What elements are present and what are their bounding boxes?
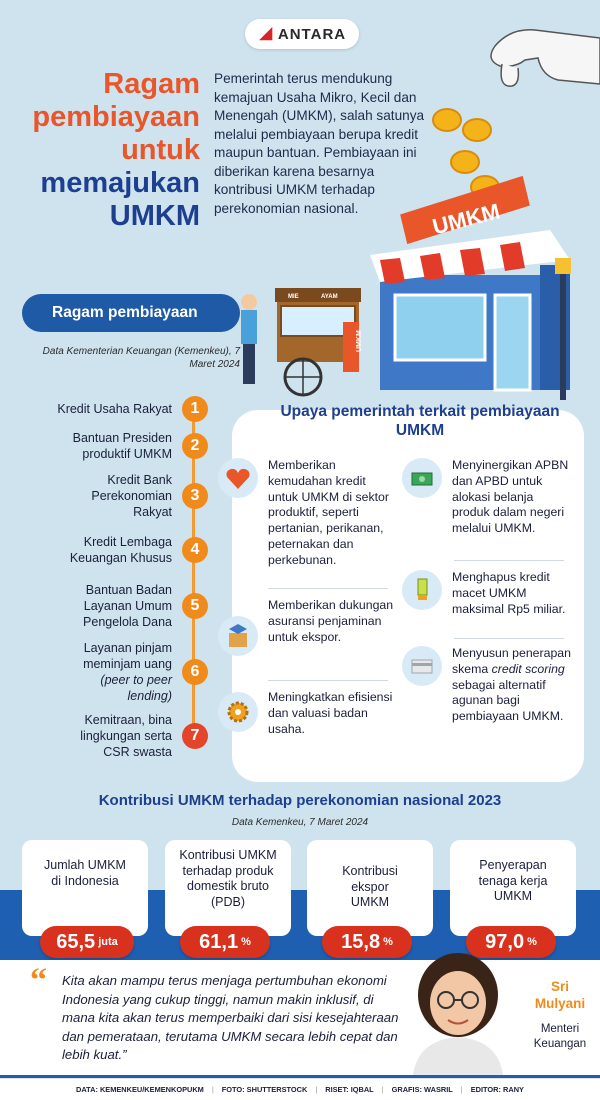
shield-box-icon	[218, 616, 258, 656]
stat-unit: %	[241, 936, 251, 948]
list-item	[20, 712, 208, 760]
list-item	[20, 534, 208, 566]
antara-logo	[245, 19, 359, 49]
stat-number: 15,8	[341, 930, 381, 953]
gear-icon	[218, 692, 258, 732]
store-illustration	[370, 170, 585, 410]
cart-board-text: AYAM	[321, 294, 338, 300]
list-item-text: Kredit Lembaga Keuangan Khusus	[69, 535, 172, 565]
credit-grafis: GRAFIS: WASRIL	[391, 1085, 453, 1094]
list-item-text	[62, 640, 172, 704]
coin-icon	[462, 118, 492, 142]
stat-card	[165, 840, 291, 936]
credit-foto: FOTO: SHUTTERSTOCK	[221, 1085, 308, 1094]
credit-riset: RISET: IQBAL	[325, 1085, 374, 1094]
divider	[454, 638, 564, 639]
stat-label: Kontribusi ekspor UMKM	[342, 864, 398, 909]
upaya-text-part: sebagai alternatif agunan bagi pembiayaan UMKM.	[452, 677, 564, 724]
list-item	[20, 582, 208, 630]
credit-card-icon	[402, 646, 442, 686]
person-name	[530, 978, 590, 1012]
upaya-item	[218, 690, 398, 737]
stat-number: 61,1	[199, 930, 239, 953]
stat-card	[450, 840, 576, 936]
food-cart-illustration	[233, 282, 363, 402]
source-note: Data Kementerian Keuangan (Kemenkeu), 7 Maret 2024	[42, 346, 240, 370]
stat-label: Penyerapan tenaga kerja UMKM	[478, 858, 548, 903]
upaya-item	[402, 458, 572, 537]
upaya-item	[218, 458, 398, 569]
divider	[268, 680, 388, 681]
logo-text: ANTARA	[277, 25, 347, 43]
source-note: Data Kemenkeu, 7 Maret 2024	[231, 817, 369, 828]
cart-sign-text: UMKM	[356, 330, 363, 352]
title-line: Ragam	[103, 68, 200, 100]
stat-value	[180, 926, 270, 958]
section-label-ragam: Ragam pembiayaan	[22, 294, 240, 332]
upaya-text: Menyinergikan APBN dan APBD untuk alokasi belanja produk dalam negeri melalui UMKM.	[452, 458, 569, 536]
store-sign-text: UMKM	[429, 198, 503, 240]
person-role-line: Keuangan	[533, 1038, 587, 1050]
number-badge: 3	[182, 483, 208, 509]
title-line: pembiayaan	[32, 101, 200, 133]
footer-separator: |	[211, 1085, 214, 1094]
stat-card	[22, 840, 148, 936]
list-item	[20, 430, 208, 462]
kontribusi-title: Kontribusi UMKM terhadap perekonomian nasional 2023	[98, 792, 502, 809]
eraser-icon	[402, 570, 442, 610]
antara-mark-icon: ◢	[259, 25, 273, 42]
stat-label: Kontribusi UMKM terhadap produk domestik bruto (PDB)	[179, 848, 277, 909]
number-badge: 5	[182, 593, 208, 619]
stat-number: 97,0	[485, 930, 525, 953]
stat-unit: %	[383, 936, 393, 948]
list-item	[20, 396, 208, 422]
intro-paragraph: Pemerintah terus mendukung kemajuan Usaha Mikro, Kecil dan Menengah (UMKM), salah satunya melalui pembiayaan berupa kredit maupun bantuan. Pembiayaan ini diberikan karena besarnya kontribusi UMKM terhadap perekonomian nasional.	[214, 71, 425, 216]
stat-card	[307, 840, 433, 936]
title-line: UMKM	[109, 200, 200, 232]
upaya-item	[402, 646, 572, 725]
list-item-sub: (peer to peer lending)	[100, 673, 172, 703]
quote-mark-icon: “	[30, 962, 47, 999]
stat-unit: juta	[98, 936, 118, 948]
title-line: untuk	[121, 134, 200, 166]
upaya-title: Upaya pemerintah terkait pembiayaan UMKM	[280, 403, 560, 439]
upaya-item	[402, 570, 572, 617]
number-badge: 1	[182, 396, 208, 422]
person-role	[525, 1022, 595, 1052]
list-item	[20, 472, 208, 520]
footer-separator: |	[460, 1085, 463, 1094]
number-badge: 6	[182, 659, 208, 685]
number-badge: 7	[182, 723, 208, 749]
upaya-text	[452, 646, 572, 725]
footer-separator: |	[381, 1085, 384, 1094]
coin-icon	[432, 108, 462, 132]
cart-board-text: MIE	[288, 294, 299, 300]
credits-footer	[0, 1078, 600, 1100]
footer-separator: |	[315, 1085, 318, 1094]
number-badge: 4	[182, 537, 208, 563]
credit-data: DATA: KEMENKEU/KEMENKOPUKM	[76, 1085, 204, 1094]
upaya-text-italic: credit scoring	[491, 661, 565, 676]
list-item-text: Kredit Usaha Rakyat	[57, 402, 172, 416]
title-line: memajukan	[40, 167, 200, 199]
stat-label: Jumlah UMKM di Indonesia	[44, 858, 126, 888]
page-title	[20, 68, 200, 233]
list-item-main: Layanan pinjam meminjam uang	[83, 641, 172, 671]
upaya-text: Memberikan kemudahan kredit untuk UMKM di sektor produktif, seperti pertanian, perikanan, peternakan dan perkebunan.	[268, 458, 389, 567]
list-item-text: Kredit Bank Perekonomian Rakyat	[91, 473, 172, 519]
upaya-text: Meningkatkan efisiensi dan valuasi badan usaha.	[268, 690, 393, 736]
list-item	[20, 640, 208, 704]
quote-text: Kita akan mampu terus menjaga pertumbuhan ekonomi Indonesia yang cukup tinggi, namun makin inklusif, di mana kita akan terus memperbaiki dari sisi kesejahteraan dan pemerataan, terutama UMKM secara lebih cepat dan lebih kuat.”	[62, 973, 399, 1062]
upaya-text-part: Menyusun penerapan skema	[452, 646, 571, 676]
list-item-text: Bantuan Presiden produktif UMKM	[72, 431, 172, 461]
person-name-line: Mulyani	[534, 996, 586, 1011]
list-item-text: Bantuan Badan Layanan Umum Pengelola Dana	[83, 583, 172, 629]
number-badge: 2	[182, 433, 208, 459]
list-item-text: Kemitraan, bina lingkungan serta CSR swasta	[80, 713, 172, 759]
heart-hands-icon	[218, 458, 258, 498]
money-stack-icon	[402, 458, 442, 498]
credit-editor: EDITOR: RANY	[470, 1085, 524, 1094]
divider	[268, 588, 388, 589]
upaya-text: Memberikan dukungan asuransi penjaminan untuk ekspor.	[268, 598, 394, 644]
portrait-illustration	[398, 945, 518, 1075]
person-role-line: Menteri	[540, 1023, 580, 1035]
upaya-item	[218, 598, 398, 656]
hand-coin-illustration	[440, 18, 600, 113]
stat-number: 65,5	[56, 930, 96, 953]
stat-unit: %	[527, 936, 537, 948]
upaya-text: Menghapus kredit macet UMKM maksimal Rp5 miliar.	[452, 570, 566, 616]
person-name-line: Sri	[550, 979, 569, 994]
divider	[454, 560, 564, 561]
stat-value	[40, 926, 134, 958]
